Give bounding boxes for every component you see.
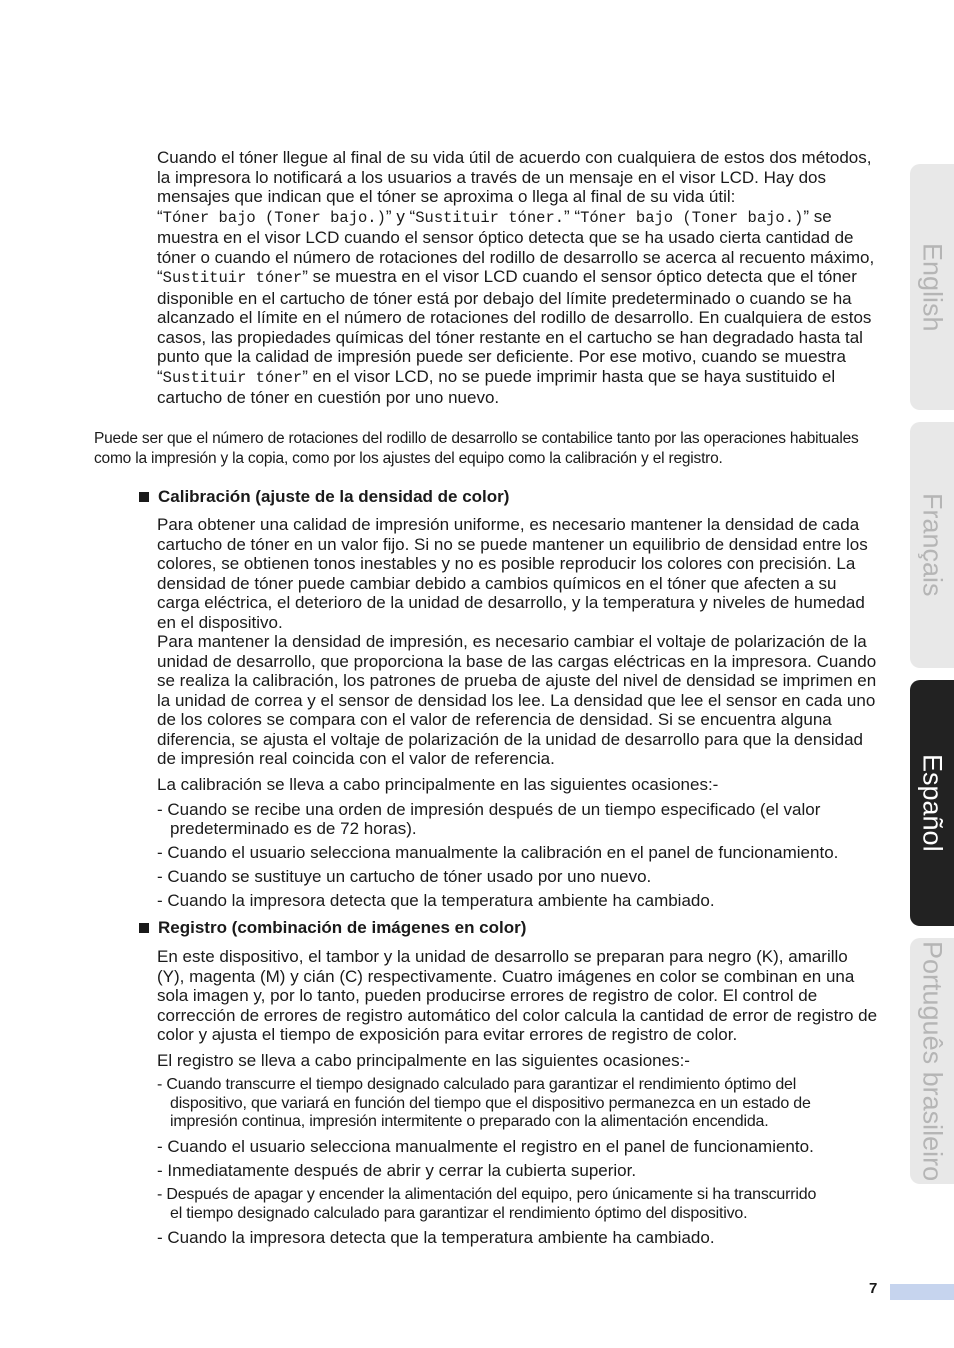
list-item-text-cont: dispositivo, que variará en función del tiempo que el dispositivo permanezca en un estado de impresión continua, impresión intermitente o preparado con la alimentación encendida. [170, 1094, 811, 1130]
list-item: - Cuando el usuario selecciona manualmente la calibración en el panel de funcionamiento. [157, 843, 839, 862]
calibration-p1: Para obtener una calidad de impresión uniforme, es necesario mantener la densidad de cada cartucho de tóner en un valor fijo. Si no se puede mantener un equilibrio de densidad entre los colores, se obtienen tonos inestables y no es posible reproducir los colores con precisión. La densidad de tóner puede cambiar debido a cambios químicos en el tóner que afecten a su carga eléctrica, el deterioro de la unidad de desarrollo, y la temperatura y niveles de humedad en el dispositivo. [157, 515, 868, 632]
registration-heading-text: Registro (combinación de imágenes en color) [158, 918, 527, 937]
intro-p4: en el visor LCD, no se puede imprimir hasta que se haya sustituido el cartucho de tóner en cuestión por uno nuevo. [157, 366, 836, 407]
lcd-message-replace-3: Sustituir tóner [162, 368, 303, 387]
registration-heading [139, 918, 526, 938]
intro-paragraph [157, 148, 878, 408]
calibration-heading-text: Calibración (ajuste de la densidad de color) [158, 487, 510, 506]
lcd-message-low-2: Tóner bajo (Toner bajo.) [580, 208, 804, 227]
tab-espanol[interactable] [910, 680, 954, 926]
list-item-text-cont: el tiempo designado calculado para garantizar el rendimiento óptimo del dispositivo. [170, 1204, 748, 1222]
calibration-heading [139, 487, 509, 507]
list-item: - Inmediatamente después de abrir y cerrar la cubierta superior. [157, 1161, 637, 1180]
tab-espanol-label: Español [917, 754, 948, 852]
tab-english-label: English [917, 242, 948, 332]
list-item-text-cont: predeterminado es de 72 horas). [170, 819, 417, 838]
intro-p3: se muestra en el visor LCD cuando el sensor óptico detecta que el tóner disponible en el cartucho de tóner está por debajo del límite predeterminado o cuando se ha alcanzado el límite en el número de rotaciones del rodillo de desarrollo. En cualquiera de estos casos, las propiedades químicas del tóner restante en el cartucho se han degradado hasta tal punto que la calidad de impresión puede ser deficiente. Por ese motivo, cuando se muestra [157, 267, 872, 366]
list-item [157, 1076, 878, 1132]
list-item: - Cuando la impresora detecta que la temperatura ambiente ha cambiado. [157, 891, 715, 910]
list-item-text: - Cuando se recibe una orden de impresión después de un tiempo especificado (el valor [157, 800, 821, 819]
tab-francais-label: Français [917, 493, 948, 597]
list-item-text: - Cuando transcurre el tiempo designado calculado para garantizar el rendimiento óptimo del [157, 1076, 797, 1093]
calibration-body [157, 515, 878, 769]
page-number: 7 [869, 1280, 878, 1297]
tab-francais[interactable] [910, 422, 954, 668]
page-number-bar [890, 1284, 954, 1300]
tab-english[interactable] [910, 164, 954, 410]
square-bullet-icon [139, 923, 149, 933]
square-bullet-icon [139, 492, 149, 502]
lcd-message-replace-2: Sustituir tóner [162, 269, 303, 287]
list-item: - Cuando el usuario selecciona manualmente el registro en el panel de funcionamiento. [157, 1137, 814, 1156]
registration-p1: En este dispositivo, el tambor y la unidad de desarrollo se preparan para negro (K), amarillo (Y), magenta (M) y cián (C) respectivamente. Cuatro imágenes en color se combinan en una sola imagen y, por lo tanto, pueden producirse errores de registro de color. El control de corrección de errores de registro automático del color calcula la cantidad de error de registro de color y ajusta el tiempo de exposición para evitar errores de registro de color. [157, 947, 878, 1044]
list-item: - Cuando la impresora detecta que la temperatura ambiente ha cambiado. [157, 1228, 715, 1247]
calibration-p2: Para mantener la densidad de impresión, es necesario cambiar el voltaje de polarización de la unidad de desarrollo, que proporciona la base de las cargas eléctricas en la impresora. Cuando se realiza la calibración, los patrones de prueba de ajuste del nivel de densidad se imprimen en la unidad de correa y el sensor de densidad los lee. La densidad que lee el sensor en cada uno de los colores se compara con el valor de referencia de densidad. Si se encuentra alguna diferencia, se ajusta el voltaje de polarización de la unidad de desarrollo para que la densidad de impresión real coincida con el valor de referencia. [157, 632, 877, 768]
calibration-p3: La calibración se lleva a cabo principalmente en las siguientes ocasiones:- [157, 775, 719, 794]
tab-portugues-label: Português brasileiro [917, 940, 948, 1182]
lcd-message-low: Tóner bajo (Toner bajo.) [162, 208, 386, 227]
list-item-text: - Después de apagar y encender la alimentación del equipo, pero únicamente si ha transcurrido [157, 1186, 817, 1203]
intro-text: Cuando el tóner llegue al final de su vida útil de acuerdo con cualquiera de estos dos métodos, la impresora lo notificará a los usuarios a través de un mensaje en el visor LCD. Hay dos mensajes que indican que el tóner se aproxima o llega al final de su vida útil: “Tóner bajo (Toner bajo.)” y “Sustituir tóner.” “Tóner bajo (Toner bajo.)” se muestra en el visor LCD cuando el sensor óptico detecta que se ha usado cierta cantidad de tóner o cuando el número de rotaciones del rodillo de desarrollo se acerca al recuento máximo, “Sustituir tóner” se muestra en el visor LCD cuando el sensor óptico detecta que el tóner disponible en el cartucho de tóner está por debajo del límite predeterminado o cuando se ha alcanzado el límite en el número de rotaciones del rodillo de desarrollo. En cualquiera de estos casos, las propiedades químicas del tóner restante en el cartucho se han degradado hasta tal punto que la calidad de impresión puede ser deficiente. Por ese motivo, cuando se muestra “Sustituir tóner” en el visor LCD, no se puede imprimir hasta que se haya sustituido el cartucho de tóner en cuestión por uno nuevo. [157, 148, 875, 407]
list-item: - Cuando se sustituye un cartucho de tóner usado por uno nuevo. [157, 867, 652, 886]
lcd-message-replace: Sustituir tóner. [415, 208, 565, 227]
conjunction: y [391, 206, 410, 226]
list-item [157, 800, 878, 838]
registration-p2: El registro se lleva a cabo principalmente en las siguientes ocasiones:- [157, 1051, 690, 1070]
note-text: Puede ser que el número de rotaciones del rodillo de desarrollo se contabilice tanto por las operaciones habituales como la impresión y la copia, como por los ajustes del equipo como la calibración y el registro. [94, 430, 859, 467]
list-item [157, 1186, 878, 1223]
intro-p1: Cuando el tóner llegue al final de su vida útil de acuerdo con cualquiera de estos dos métodos, la impresora lo notificará a los usuarios a través de un mensaje en el visor LCD. Hay dos mensajes que indican que el tóner se aproxima o llega al final de su vida útil: [157, 148, 872, 206]
intro-p2: se muestra en el visor LCD cuando el sensor óptico detecta que se ha usado cierta cantidad de tóner o cuando el número de rotaciones del rodillo de desarrollo se acerca al recuento máximo, [157, 206, 875, 267]
tab-portugues[interactable] [910, 938, 954, 1184]
